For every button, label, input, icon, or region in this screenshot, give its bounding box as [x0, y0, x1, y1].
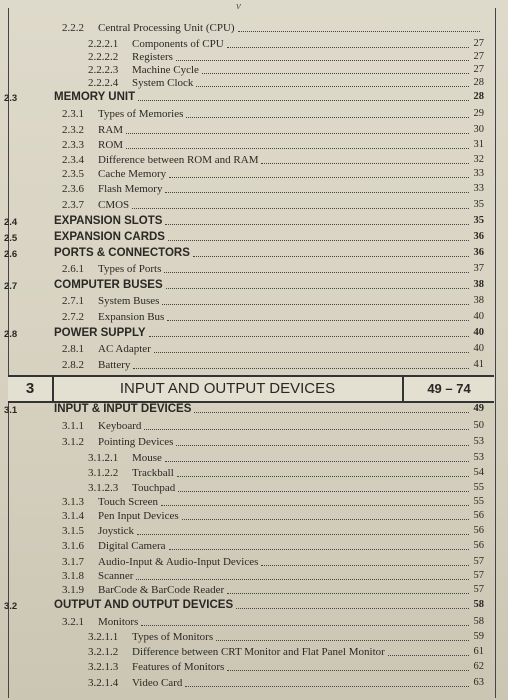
- toc-entry-title: OUTPUT AND OUTPUT DEVICES: [54, 599, 234, 611]
- toc-entry-title: Cache Memory: [98, 168, 167, 180]
- toc-entry: [14, 556, 484, 571]
- toc-entry-title: Trackball: [132, 467, 174, 479]
- toc-entry-number: 2.3.6: [62, 183, 84, 195]
- toc-entry-number: 2.3.4: [62, 154, 84, 166]
- toc-page-number: 50: [473, 420, 484, 431]
- toc-entry-title: Battery: [98, 359, 131, 371]
- toc-page-number: 40: [473, 343, 484, 354]
- toc-entry-title: Audio-Input & Audio-Input Devices: [98, 556, 259, 568]
- page-roman-numeral: v: [236, 0, 241, 12]
- toc-page-number: 57: [473, 584, 484, 595]
- toc-leader-dots: [185, 686, 469, 687]
- toc-entry-title: Components of CPU: [132, 38, 224, 50]
- toc-section-marker: 2.7: [4, 281, 18, 292]
- toc-page-number: 53: [473, 452, 484, 463]
- toc-entry: [14, 540, 484, 555]
- toc-entry-title: System Clock: [132, 77, 194, 89]
- toc-leader-dots: [161, 505, 469, 506]
- chapter-header: [8, 375, 494, 403]
- toc-entry: [14, 525, 484, 540]
- toc-entry: [14, 343, 484, 358]
- toc-page-number: 35: [473, 215, 484, 226]
- toc-entry-number: 3.1.4: [62, 510, 84, 522]
- toc-leader-dots: [238, 31, 480, 32]
- toc-entry-title: Video Card: [132, 677, 183, 689]
- toc-entry-title: Mouse: [132, 452, 162, 464]
- toc-page-number: 61: [473, 646, 484, 657]
- toc-entry: [14, 467, 484, 482]
- toc-entry-number: 2.2.2.4: [88, 77, 119, 89]
- toc-entry-title: Flash Memory: [98, 183, 163, 195]
- toc-entry-title: Pen Input Devices: [98, 510, 179, 522]
- toc-leader-dots: [167, 320, 469, 321]
- toc-entry: [4, 215, 484, 230]
- toc-page-number: 33: [473, 168, 484, 179]
- toc-page-number: 55: [473, 496, 484, 507]
- toc-entry: [14, 677, 484, 692]
- toc-entry-title: Touchpad: [132, 482, 176, 494]
- toc-entry-title: MEMORY UNIT: [54, 91, 136, 103]
- toc-entry-title: Machine Cycle: [132, 64, 199, 76]
- toc-entry-number: 3.2.1.2: [88, 646, 119, 658]
- toc-entry-number: 3.1.8: [62, 570, 84, 582]
- toc-entry: [14, 311, 484, 326]
- toc-page-number: 36: [473, 231, 484, 242]
- toc-page-number: 27: [473, 51, 484, 62]
- toc-leader-dots: [186, 117, 469, 118]
- toc-entry-number: 3.2.1.3: [88, 661, 119, 673]
- toc-leader-dots: [136, 579, 469, 580]
- toc-leader-dots: [178, 491, 469, 492]
- toc-entry: [14, 496, 484, 511]
- toc-entry-title: BarCode & BarCode Reader: [98, 584, 225, 596]
- toc-entry-number: 2.2.2.1: [88, 38, 119, 50]
- toc-entry: [4, 231, 484, 246]
- toc-entry-number: 2.2.2: [62, 22, 84, 34]
- toc-entry: [14, 295, 484, 310]
- toc-page-number: 59: [473, 631, 484, 642]
- toc-entry-number: 3.1.3: [62, 496, 84, 508]
- toc-page-number: 29: [473, 108, 484, 119]
- toc-entry: [4, 327, 484, 342]
- toc-page-number: 54: [473, 467, 484, 478]
- toc-entry: [14, 154, 484, 169]
- toc-leader-dots: [261, 565, 469, 566]
- toc-entry: [4, 91, 484, 106]
- toc-entry: [4, 279, 484, 294]
- toc-entry-number: 2.2.2.3: [88, 64, 119, 76]
- toc-page-number: 28: [473, 91, 484, 102]
- toc-leader-dots: [166, 288, 469, 289]
- toc-entry: [14, 124, 484, 139]
- toc-leader-dots: [388, 655, 469, 656]
- toc-page-number: 56: [473, 525, 484, 536]
- toc-entry: [4, 247, 484, 262]
- toc-entry-title: ROM: [98, 139, 124, 151]
- toc-page-number: 58: [473, 616, 484, 627]
- toc-entry: [14, 77, 484, 92]
- toc-section-marker: 3.2: [4, 601, 18, 612]
- toc-page-number: 38: [473, 279, 484, 290]
- toc-entry-title: Difference between CRT Monitor and Flat Panel Monitor: [132, 646, 385, 658]
- toc-entry: [14, 359, 484, 374]
- toc-entry-number: 3.1.2: [62, 436, 84, 448]
- toc-page-number: 57: [473, 570, 484, 581]
- toc-entry-title: Touch Screen: [98, 496, 159, 508]
- toc-entry: [14, 584, 484, 599]
- toc-entry-number: 2.7.2: [62, 311, 84, 323]
- toc-leader-dots: [169, 549, 469, 550]
- toc-page-number: 30: [473, 124, 484, 135]
- toc-page-number: 63: [473, 677, 484, 688]
- toc-leader-dots: [202, 73, 469, 74]
- toc-page-number: 38: [473, 295, 484, 306]
- toc-leader-dots: [138, 100, 469, 101]
- toc-page-number: 40: [473, 311, 484, 322]
- toc-entry-title: System Buses: [98, 295, 160, 307]
- toc-leader-dots: [176, 60, 469, 61]
- toc-leader-dots: [165, 192, 469, 193]
- toc-entry: [14, 168, 484, 183]
- toc-entry-title: EXPANSION SLOTS: [54, 215, 163, 227]
- toc-entry: [14, 631, 484, 646]
- toc-page-number: 35: [473, 199, 484, 210]
- toc-page-number: 40: [473, 327, 484, 338]
- toc-entry: [14, 661, 484, 676]
- toc-entry-number: 3.2.1: [62, 616, 84, 628]
- toc-page-number: 49: [473, 403, 484, 414]
- toc-section-marker: 2.8: [4, 329, 18, 340]
- toc-entry-title: PORTS & CONNECTORS: [54, 247, 190, 259]
- toc-page-number: 27: [473, 38, 484, 49]
- toc-entry: [14, 570, 484, 585]
- toc-leader-dots: [182, 519, 469, 520]
- toc-entry: [14, 22, 484, 37]
- toc-page-number: 62: [473, 661, 484, 672]
- toc-entry-title: INPUT & INPUT DEVICES: [54, 403, 192, 415]
- toc-entry-number: 2.3.2: [62, 124, 84, 136]
- chapter-page-range: 49 – 74: [402, 377, 494, 401]
- toc-leader-dots: [193, 256, 469, 257]
- toc-entry-number: 2.3.5: [62, 168, 84, 180]
- toc-entry-number: 2.7.1: [62, 295, 84, 307]
- toc-entry-number: 3.1.9: [62, 584, 84, 596]
- toc-leader-dots: [132, 208, 469, 209]
- toc-page-number: 41: [473, 359, 484, 370]
- toc-entries: [4, 0, 486, 700]
- toc-entry-title: Pointing Devices: [98, 436, 174, 448]
- toc-leader-dots: [169, 177, 469, 178]
- chapter-number: 3: [8, 377, 54, 401]
- toc-entry-title: Expansion Bus: [98, 311, 165, 323]
- toc-entry-title: Types of Memories: [98, 108, 184, 120]
- toc-entry-title: Joystick: [98, 525, 135, 537]
- toc-page-number: 36: [473, 247, 484, 258]
- toc-entry: [14, 108, 484, 123]
- toc-section-marker: 2.4: [4, 217, 18, 228]
- toc-entry: [14, 420, 484, 435]
- toc-entry-number: 3.1.2.2: [88, 467, 119, 479]
- toc-page-number: 58: [473, 599, 484, 610]
- toc-entry-number: 2.8.1: [62, 343, 84, 355]
- toc-entry-title: Types of Ports: [98, 263, 162, 275]
- toc-entry-title: Features of Monitors: [132, 661, 225, 673]
- toc-page-number: 33: [473, 183, 484, 194]
- toc-leader-dots: [177, 476, 469, 477]
- toc-page-number: 32: [473, 154, 484, 165]
- toc-page-number: 55: [473, 482, 484, 493]
- toc-leader-dots: [162, 304, 469, 305]
- toc-entry: [14, 139, 484, 154]
- toc-leader-dots: [149, 336, 469, 337]
- toc-entry-number: 2.3.1: [62, 108, 84, 120]
- toc-section-marker: 3.1: [4, 405, 18, 416]
- toc-leader-dots: [261, 163, 469, 164]
- toc-leader-dots: [137, 534, 469, 535]
- toc-leader-dots: [194, 412, 469, 413]
- toc-entry-title: CMOS: [98, 199, 130, 211]
- toc-entry-number: 3.1.7: [62, 556, 84, 568]
- toc-entry: [14, 199, 484, 214]
- toc-leader-dots: [126, 133, 469, 134]
- toc-leader-dots: [165, 461, 469, 462]
- toc-leader-dots: [216, 640, 469, 641]
- toc-page-number: 28: [473, 77, 484, 88]
- toc-page-number: 31: [473, 139, 484, 150]
- toc-entry-title: POWER SUPPLY: [54, 327, 146, 339]
- toc-leader-dots: [236, 608, 469, 609]
- toc-entry-title: Difference between ROM and RAM: [98, 154, 259, 166]
- toc-entry-title: COMPUTER BUSES: [54, 279, 163, 291]
- toc-entry-number: 3.2.1.4: [88, 677, 119, 689]
- toc-page-number: 56: [473, 540, 484, 551]
- toc-entry: [14, 452, 484, 467]
- toc-entry-number: 3.1.1: [62, 420, 84, 432]
- toc-entry-title: Monitors: [98, 616, 139, 628]
- toc-page-number: 57: [473, 556, 484, 567]
- toc-leader-dots: [126, 148, 469, 149]
- toc-leader-dots: [133, 368, 469, 369]
- toc-entry: [4, 599, 484, 614]
- toc-leader-dots: [144, 429, 469, 430]
- toc-entry: [14, 646, 484, 661]
- toc-entry-number: 3.1.2.3: [88, 482, 119, 494]
- toc-leader-dots: [154, 352, 469, 353]
- toc-entry-title: AC Adapter: [98, 343, 151, 355]
- toc-entry-title: EXPANSION CARDS: [54, 231, 165, 243]
- toc-page-number: 27: [473, 64, 484, 75]
- toc-entry-number: 2.3.7: [62, 199, 84, 211]
- toc-section-marker: 2.6: [4, 249, 18, 260]
- toc-page-number: 37: [473, 263, 484, 274]
- toc-entry-title: Types of Monitors: [132, 631, 214, 643]
- toc-entry-title: Scanner: [98, 570, 134, 582]
- toc-leader-dots: [165, 224, 469, 225]
- toc-entry-number: 3.1.2.1: [88, 452, 119, 464]
- toc-entry-title: Digital Camera: [98, 540, 166, 552]
- toc-entry-title: Registers: [132, 51, 173, 63]
- toc-leader-dots: [196, 86, 469, 87]
- toc-entry: [14, 510, 484, 525]
- toc-leader-dots: [164, 272, 469, 273]
- toc-entry: [14, 616, 484, 631]
- toc-entry-title: Central Processing Unit (CPU): [98, 22, 235, 34]
- toc-entry-number: 2.3.3: [62, 139, 84, 151]
- toc-entry: [14, 436, 484, 451]
- toc-entry-number: 3.1.6: [62, 540, 84, 552]
- toc-page-number: 56: [473, 510, 484, 521]
- toc-leader-dots: [168, 240, 469, 241]
- toc-leader-dots: [176, 445, 469, 446]
- toc-leader-dots: [227, 47, 469, 48]
- toc-entry-number: 3.2.1.1: [88, 631, 119, 643]
- toc-entry: [14, 183, 484, 198]
- toc-entry-title: Keyboard: [98, 420, 142, 432]
- toc-leader-dots: [141, 625, 469, 626]
- toc-section-marker: 2.5: [4, 233, 18, 244]
- toc-entry-number: 3.1.5: [62, 525, 84, 537]
- toc-section-marker: 2.3: [4, 93, 18, 104]
- toc-entry-number: 2.6.1: [62, 263, 84, 275]
- toc-leader-dots: [227, 670, 469, 671]
- toc-entry: [14, 263, 484, 278]
- toc-entry: [4, 403, 484, 418]
- toc-entry-title: RAM: [98, 124, 124, 136]
- toc-entry-number: 2.8.2: [62, 359, 84, 371]
- toc-entry: [14, 482, 484, 497]
- toc-entry-number: 2.2.2.2: [88, 51, 119, 63]
- toc-leader-dots: [227, 593, 469, 594]
- chapter-title: INPUT AND OUTPUT DEVICES: [119, 380, 336, 397]
- toc-page-number: 53: [473, 436, 484, 447]
